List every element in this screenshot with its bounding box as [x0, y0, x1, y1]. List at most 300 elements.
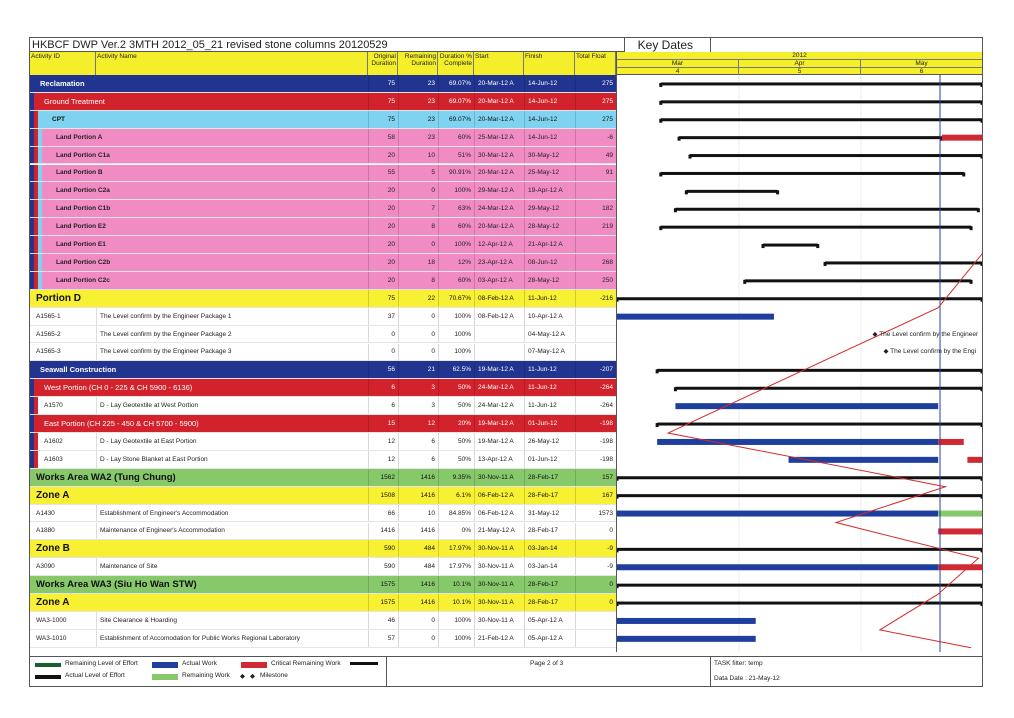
- cell-start: 24-Mar-12 A: [474, 397, 524, 414]
- diamond-icon: ◆: [240, 673, 245, 680]
- cell-id: [30, 379, 33, 396]
- cell-start: 30-Nov-11 A: [474, 540, 524, 557]
- cell-id: A1565-2: [36, 330, 61, 338]
- cell-tf: 250: [575, 272, 616, 289]
- cell-rd: 1416: [398, 469, 438, 486]
- cell-tf: 1573: [575, 505, 616, 522]
- wbs-row[interactable]: [30, 576, 616, 594]
- cell-rd: 0: [398, 630, 438, 647]
- wbs-row[interactable]: [30, 93, 616, 111]
- cell-tf: 157: [575, 469, 616, 486]
- cell-tf: -264: [575, 379, 616, 396]
- cell-finish: 11-Jun-12: [524, 397, 575, 414]
- col-activity-id[interactable]: Activity ID: [30, 52, 96, 75]
- gantt-bar-act[interactable]: [617, 564, 938, 570]
- cell-id: [30, 236, 33, 253]
- cell-rd: 1416: [398, 594, 438, 611]
- gantt-bar-loe[interactable]: [617, 476, 982, 479]
- legend-milestone: Milestone: [260, 672, 288, 679]
- cell-tf: [575, 612, 616, 629]
- cell-name: Ground Treatment: [44, 96, 105, 106]
- cell-start: 08-Feb-12 A: [474, 290, 524, 307]
- bar-end-cap: [970, 280, 973, 284]
- cell-id: [30, 129, 33, 146]
- gantt-bar-loe[interactable]: [617, 602, 982, 605]
- cell-id: [30, 415, 33, 432]
- column-header-row: [30, 52, 616, 76]
- cell-finish: 28-Feb-17: [524, 469, 575, 486]
- cell-pct: 10.1%: [438, 576, 474, 593]
- cell-pct: 10.1%: [438, 594, 474, 611]
- bar-end-cap: [981, 423, 983, 427]
- col-finish[interactable]: Finish: [524, 52, 575, 75]
- cell-name: Land Portion A: [56, 133, 103, 141]
- wbs-row[interactable]: [30, 594, 616, 612]
- cell-tf: 91: [575, 165, 616, 182]
- cell-pct: 100%: [438, 236, 474, 253]
- bar-end-cap: [674, 387, 677, 391]
- cell-finish: 30-May-12: [524, 147, 575, 164]
- timescale-week-5: 5: [739, 68, 861, 75]
- cell-id: A3090: [36, 563, 55, 571]
- cell-od: 590: [368, 558, 398, 575]
- cell-pct: 50%: [438, 397, 474, 414]
- gantt-bar-act[interactable]: [617, 314, 774, 320]
- cell-rd: 0: [398, 344, 438, 361]
- cell-id: A1565-1: [36, 312, 61, 320]
- wbs-row[interactable]: [30, 75, 616, 93]
- cell-start: 23-Apr-12 A: [474, 254, 524, 271]
- cell-tf: 275: [575, 75, 616, 92]
- cell-od: 20: [368, 182, 398, 199]
- wbs-row[interactable]: [30, 379, 616, 397]
- cell-pct: 51%: [438, 147, 474, 164]
- cell-id: [30, 165, 33, 182]
- gantt-bar-loe[interactable]: [617, 584, 982, 587]
- activity-row[interactable]: [30, 451, 616, 469]
- legend-swatch-remaining-loe: [35, 663, 61, 667]
- legend-remaining-loe: Remaining Level of Effort: [65, 660, 138, 667]
- legend-remaining-work: Remaining Work: [182, 672, 230, 679]
- gantt-bar-loe[interactable]: [617, 494, 982, 497]
- gantt-bar-loe[interactable]: [745, 279, 971, 282]
- cell-start: 20-Mar-12 A: [474, 93, 524, 110]
- cell-pct: 17.97%: [438, 540, 474, 557]
- gantt-bar-crit[interactable]: [967, 457, 982, 463]
- cell-start: 19-Mar-12 A: [474, 361, 524, 378]
- project-title: HKBCF DWP Ver.2 3MTH 2012_05_21 revised stone columns 20120529: [30, 38, 625, 52]
- cell-rd: 23: [398, 93, 438, 110]
- bar-end-cap: [962, 172, 965, 176]
- cell-id: A1570: [44, 402, 63, 410]
- cell-rd: 7: [398, 200, 438, 217]
- cell-id: WA3-1000: [36, 616, 67, 624]
- legend-swatch-critical: [241, 662, 267, 668]
- gantt-bar-act[interactable]: [675, 403, 938, 409]
- col-duration-pct[interactable]: Duration % Complete: [438, 52, 474, 75]
- cell-pct: 12%: [438, 254, 474, 271]
- wbs-row[interactable]: [30, 487, 616, 505]
- col-remaining-duration[interactable]: Remaining Duration: [398, 52, 438, 75]
- cell-pct: 100%: [438, 344, 474, 361]
- cell-tf: 49: [575, 147, 616, 164]
- cell-start: 20-Mar-12 A: [474, 111, 524, 128]
- cell-name: Maintenance of Site: [96, 558, 368, 575]
- cell-finish: 05-Apr-12 A: [524, 612, 575, 629]
- cell-id: [30, 254, 33, 271]
- activity-row[interactable]: [30, 523, 616, 541]
- cell-rd: 0: [398, 308, 438, 325]
- cell-id: [30, 361, 33, 378]
- cell-pct: 62.5%: [438, 361, 474, 378]
- cell-rd: 10: [398, 505, 438, 522]
- cell-rd: 1416: [398, 523, 438, 540]
- activity-row[interactable]: [30, 505, 616, 523]
- cell-name: Land Portion C2c: [56, 276, 110, 284]
- gantt-bar-loe[interactable]: [661, 100, 982, 103]
- gantt-bar-crit[interactable]: [938, 564, 982, 570]
- cell-pct: 60%: [438, 129, 474, 146]
- bar-end-cap: [659, 101, 662, 105]
- milestone-diamond-icon: ◆: [250, 673, 255, 680]
- cell-start: 20-Mar-12 A: [474, 165, 524, 182]
- cell-start: 24-Mar-12 A: [474, 379, 524, 396]
- bar-end-cap: [981, 369, 983, 373]
- bar-end-cap: [981, 101, 983, 105]
- gantt-bar-loe[interactable]: [675, 208, 978, 211]
- gantt-bar-crit[interactable]: [938, 528, 982, 534]
- cell-od: 46: [368, 612, 398, 629]
- cell-tf: [575, 344, 616, 361]
- gantt-bar-act[interactable]: [617, 511, 938, 517]
- cell-od: 20: [368, 200, 398, 217]
- cell-pct: 50%: [438, 433, 474, 450]
- cell-finish: 29-May-12: [524, 200, 575, 217]
- cell-finish: 28-May-12: [524, 272, 575, 289]
- cell-od: 6: [368, 397, 398, 414]
- key-dates-label: Key Dates: [637, 38, 693, 52]
- cell-tf: -216: [575, 290, 616, 307]
- cell-od: 1575: [368, 576, 398, 593]
- milestone-label[interactable]: [873, 330, 979, 338]
- cell-od: 12: [368, 433, 398, 450]
- cell-od: 55: [368, 165, 398, 182]
- cell-start: 20-Mar-12 A: [474, 218, 524, 235]
- cell-pct: 63%: [438, 200, 474, 217]
- bar-end-cap: [981, 262, 983, 266]
- cell-pct: 70.67%: [438, 290, 474, 307]
- wbs-row[interactable]: [30, 165, 616, 183]
- cell-od: 1508: [368, 487, 398, 504]
- bar-end-cap: [659, 226, 662, 230]
- cell-pct: 9.35%: [438, 469, 474, 486]
- cell-finish: 31-May-12: [524, 505, 575, 522]
- col-start[interactable]: Start: [474, 52, 524, 75]
- bar-end-cap: [816, 244, 819, 248]
- cell-pct: 100%: [438, 630, 474, 647]
- cell-name: Site Clearance & Hoarding: [96, 612, 368, 629]
- cell-pct: 100%: [438, 308, 474, 325]
- gantt-bar-loe[interactable]: [617, 297, 982, 300]
- cell-id: [30, 272, 33, 289]
- bar-end-cap: [617, 548, 619, 552]
- cell-finish: 11-Jun-12: [524, 379, 575, 396]
- cell-rd: 21: [398, 361, 438, 378]
- cell-start: 30-Nov-11 A: [474, 558, 524, 575]
- cell-name: D - Lay Stone Blanket at East Portion: [96, 451, 368, 468]
- gantt-bar-loe[interactable]: [679, 136, 942, 139]
- timescale-header: [616, 52, 982, 75]
- cell-finish: 25-May-12: [524, 165, 575, 182]
- cell-pct: 50%: [438, 379, 474, 396]
- gantt-bar-act[interactable]: [789, 457, 939, 463]
- cell-tf: 167: [575, 487, 616, 504]
- cell-id: [30, 147, 33, 164]
- cell-rd: 23: [398, 111, 438, 128]
- cell-finish: 14-Jun-12: [524, 75, 575, 92]
- gantt-bar-loe[interactable]: [661, 172, 964, 175]
- gantt-bar-rem[interactable]: [938, 511, 982, 517]
- gantt-bar-loe[interactable]: [657, 423, 982, 426]
- cell-tf: -207: [575, 361, 616, 378]
- col-activity-name[interactable]: Activity Name: [96, 52, 368, 75]
- milestone-diamond-icon: ◆: [883, 348, 891, 356]
- cell-id: A1602: [44, 437, 63, 445]
- bar-end-cap: [617, 477, 619, 481]
- cell-start: 30-Nov-11 A: [474, 469, 524, 486]
- cell-rd: 0: [398, 182, 438, 199]
- bar-end-cap: [776, 190, 779, 194]
- cell-finish: 19-Apr-12 A: [524, 182, 575, 199]
- cell-od: 56: [368, 361, 398, 378]
- cell-finish: 03-Jan-14: [524, 540, 575, 557]
- gantt-bar-loe[interactable]: [763, 244, 818, 247]
- activity-row[interactable]: [30, 326, 616, 344]
- bar-end-cap: [981, 298, 983, 302]
- cell-tf: -9: [575, 558, 616, 575]
- cell-finish: 10-Apr-12 A: [524, 308, 575, 325]
- gantt-bar-act[interactable]: [617, 618, 756, 624]
- page-number: Page 2 of 3: [530, 660, 564, 667]
- wbs-row[interactable]: [30, 147, 616, 165]
- header-divider: [710, 38, 711, 52]
- cell-finish: 11-Jun-12: [524, 290, 575, 307]
- cell-name: Land Portion E1: [56, 241, 106, 249]
- wbs-row[interactable]: [30, 469, 616, 487]
- cell-tf: 0: [575, 576, 616, 593]
- cell-name: Land Portion C1b: [56, 205, 111, 213]
- cell-start: [474, 344, 524, 361]
- cell-od: 57: [368, 630, 398, 647]
- cell-rd: 8: [398, 272, 438, 289]
- wbs-row[interactable]: [30, 218, 616, 236]
- wbs-row[interactable]: [30, 540, 616, 558]
- cell-finish: 28-Feb-17: [524, 576, 575, 593]
- cell-finish: 28-Feb-17: [524, 594, 575, 611]
- activity-row[interactable]: [30, 308, 616, 326]
- cell-od: 20: [368, 236, 398, 253]
- bar-end-cap: [743, 280, 746, 284]
- wbs-row[interactable]: [30, 236, 616, 254]
- cell-start: 13-Apr-12 A: [474, 451, 524, 468]
- cell-tf: 0: [575, 523, 616, 540]
- cell-finish: 05-Apr-12 A: [524, 630, 575, 647]
- bar-end-cap: [617, 495, 619, 499]
- footer-divider-2: [710, 657, 711, 687]
- wbs-row[interactable]: [30, 129, 616, 147]
- data-date: Data Date : 21-May-12: [714, 675, 780, 682]
- key-dates-header: [625, 38, 982, 53]
- gantt-bar-loe[interactable]: [675, 387, 982, 390]
- cell-rd: 0: [398, 326, 438, 343]
- cell-name: D - Lay Geotextile at East Portion: [96, 433, 368, 450]
- cell-od: 20: [368, 254, 398, 271]
- legend-swatch-actual-loe: [35, 675, 61, 679]
- cell-finish: 07-May-12 A: [524, 344, 575, 361]
- milestone-label[interactable]: [883, 347, 976, 355]
- cell-start: 03-Apr-12 A: [474, 272, 524, 289]
- wbs-row[interactable]: [30, 111, 616, 129]
- timescale-week-4: 4: [617, 68, 739, 75]
- cell-start: 29-Mar-12 A: [474, 182, 524, 199]
- cell-rd: 23: [398, 129, 438, 146]
- legend-swatch-actual-work: [152, 662, 178, 668]
- gantt-bar-loe[interactable]: [661, 226, 971, 229]
- gantt-bar-crit[interactable]: [938, 439, 964, 445]
- bar-end-cap: [617, 298, 619, 302]
- legend-swatch-summary: [350, 662, 378, 665]
- cell-name: The Level confirm by the Engineer Package 2: [96, 326, 368, 343]
- wbs-row[interactable]: [30, 361, 616, 379]
- activity-row[interactable]: [30, 433, 616, 451]
- bar-end-cap: [981, 119, 983, 123]
- cell-tf: [575, 630, 616, 647]
- bar-end-cap: [981, 548, 983, 552]
- col-total-float[interactable]: Total Float: [575, 52, 616, 75]
- bar-end-cap: [981, 495, 983, 499]
- bar-end-cap: [981, 387, 983, 391]
- wbs-row[interactable]: [30, 182, 616, 200]
- activity-row[interactable]: [30, 558, 616, 576]
- cell-start: 12-Apr-12 A: [474, 236, 524, 253]
- cell-pct: 69.07%: [438, 75, 474, 92]
- cell-rd: 3: [398, 397, 438, 414]
- cell-start: 20-Mar-12 A: [474, 75, 524, 92]
- gantt-bar-loe[interactable]: [690, 154, 982, 157]
- gantt-bar-crit[interactable]: [942, 135, 982, 141]
- cell-finish: 26-May-12: [524, 433, 575, 450]
- cell-rd: 10: [398, 147, 438, 164]
- wbs-row[interactable]: [30, 272, 616, 290]
- activity-row[interactable]: [30, 397, 616, 415]
- gantt-bar-loe[interactable]: [661, 118, 982, 121]
- activity-row[interactable]: [30, 630, 616, 648]
- cell-od: 1575: [368, 594, 398, 611]
- bar-end-cap: [824, 262, 827, 266]
- cell-name: Zone B: [36, 543, 70, 555]
- wbs-row[interactable]: [30, 415, 616, 433]
- cell-id: [30, 182, 33, 199]
- cell-name: The Level confirm by the Engineer Package 3: [96, 344, 368, 361]
- cell-od: 75: [368, 93, 398, 110]
- cell-pct: 100%: [438, 182, 474, 199]
- legend-actual-work: Actual Work: [182, 660, 217, 667]
- gantt-bar-loe[interactable]: [686, 190, 777, 193]
- cell-tf: [575, 182, 616, 199]
- wbs-row[interactable]: [30, 254, 616, 272]
- cell-finish: 28-May-12: [524, 218, 575, 235]
- cell-pct: 69.07%: [438, 111, 474, 128]
- cell-start: 08-Feb-12 A: [474, 308, 524, 325]
- activity-row[interactable]: [30, 612, 616, 630]
- cell-od: 66: [368, 505, 398, 522]
- schedule-sheet: [29, 37, 983, 687]
- cell-pct: 69.07%: [438, 93, 474, 110]
- cell-start: 06-Feb-12 A: [474, 487, 524, 504]
- cell-tf: 219: [575, 218, 616, 235]
- col-original-duration[interactable]: Original Duration: [368, 52, 398, 75]
- cell-name: Zone A: [36, 597, 70, 609]
- cell-finish: 14-Jun-12: [524, 129, 575, 146]
- cell-pct: 60%: [438, 218, 474, 235]
- cell-start: [474, 326, 524, 343]
- cell-id: [30, 111, 33, 128]
- cell-finish: 01-Jun-12: [524, 415, 575, 432]
- cell-name: Land Portion B: [56, 169, 103, 177]
- cell-name: Maintenance of Engineer's Accommodation: [96, 523, 368, 540]
- cell-tf: 268: [575, 254, 616, 271]
- cell-name: Land Portion C2b: [56, 258, 111, 266]
- legend-actual-loe: Actual Level of Effort: [65, 672, 125, 679]
- cell-tf: -198: [575, 433, 616, 450]
- cell-name: Establishment of Engineer's Accommodation: [96, 505, 368, 522]
- gantt-bar-loe[interactable]: [617, 548, 982, 551]
- cell-rd: 22: [398, 290, 438, 307]
- cell-od: 58: [368, 129, 398, 146]
- legend-critical-remaining: Critical Remaining Work: [271, 660, 341, 667]
- gantt-bar-loe[interactable]: [825, 261, 982, 264]
- cell-start: 30-Nov-11 A: [474, 612, 524, 629]
- gantt-bar-act[interactable]: [657, 439, 938, 445]
- cell-finish: 08-Jun-12: [524, 254, 575, 271]
- activity-row[interactable]: [30, 344, 616, 362]
- cell-rd: 6: [398, 433, 438, 450]
- cell-name: Seawall Construction: [40, 365, 117, 375]
- milestone-text: The Level confirm by the Engineer: [879, 330, 979, 338]
- wbs-row[interactable]: [30, 290, 616, 308]
- timescale-week-6: 6: [919, 68, 924, 75]
- bar-end-cap: [659, 119, 662, 123]
- cell-tf: [575, 236, 616, 253]
- cell-pct: 60%: [438, 272, 474, 289]
- wbs-row[interactable]: [30, 200, 616, 218]
- bar-end-cap: [981, 602, 983, 606]
- cell-id: [30, 75, 33, 92]
- gantt-bar-loe[interactable]: [657, 369, 982, 372]
- cell-tf: -198: [575, 415, 616, 432]
- cell-finish: 14-Jun-12: [524, 111, 575, 128]
- bar-end-cap: [685, 190, 688, 194]
- gantt-bar-loe[interactable]: [661, 82, 982, 85]
- cell-od: 0: [368, 326, 398, 343]
- timescale-month-mar: Mar: [617, 60, 739, 68]
- cell-name: East Portion (CH 225 - 450 & CH 5700 - 5900): [44, 419, 199, 429]
- gantt-bar-act[interactable]: [617, 636, 756, 642]
- cell-finish: 21-Apr-12 A: [524, 236, 575, 253]
- footer-divider-1: [386, 657, 387, 687]
- cell-rd: 18: [398, 254, 438, 271]
- cell-pct: 100%: [438, 326, 474, 343]
